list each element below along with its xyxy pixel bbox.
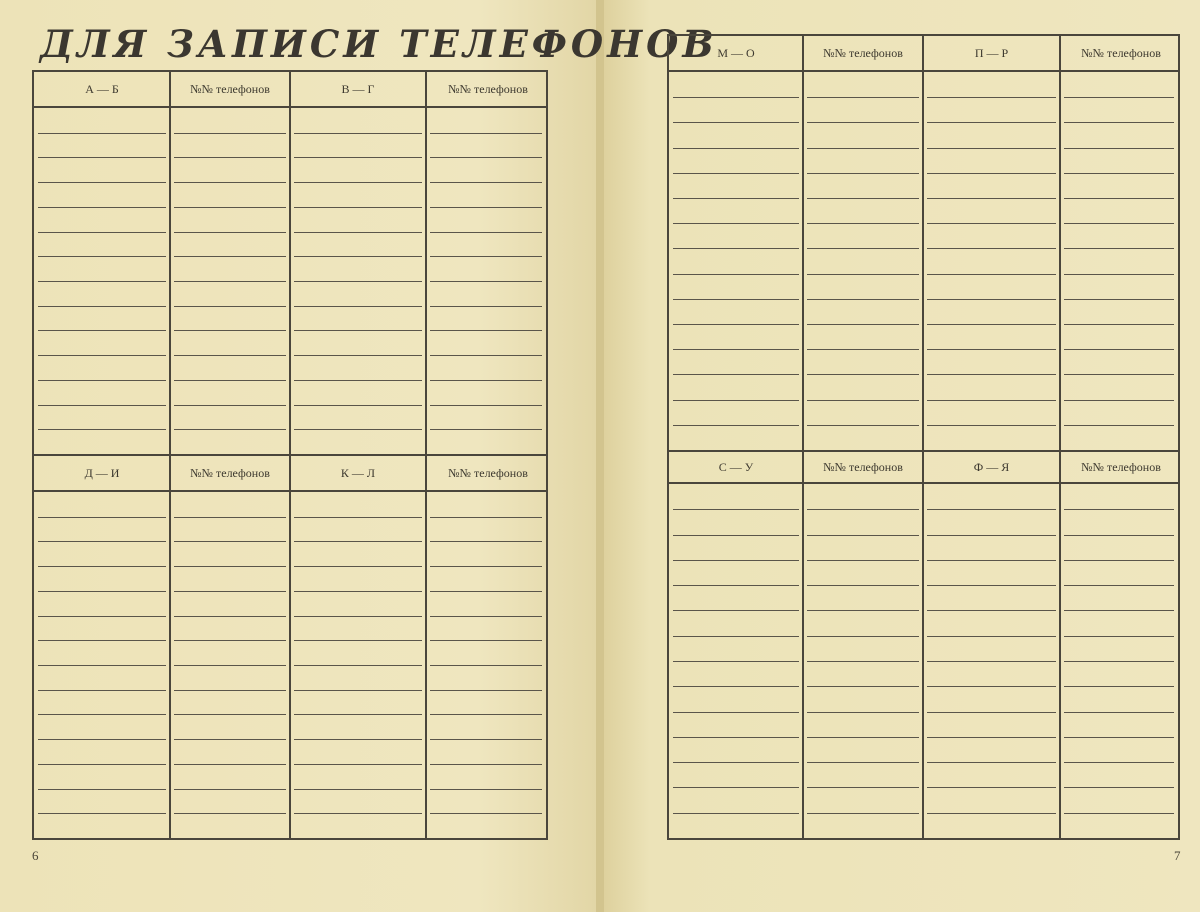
entry-line	[38, 133, 166, 134]
entry-line	[294, 714, 422, 715]
entry-line	[174, 739, 286, 740]
entry-line	[174, 330, 286, 331]
entry-line	[927, 274, 1056, 275]
entry-line	[1064, 97, 1174, 98]
column-divider	[922, 36, 924, 450]
entry-line	[174, 591, 286, 592]
entry-line	[1064, 173, 1174, 174]
entry-line	[174, 256, 286, 257]
entry-line	[294, 281, 422, 282]
entry-line	[430, 739, 542, 740]
entry-line	[673, 813, 799, 814]
entry-line	[673, 762, 799, 763]
entry-line	[807, 585, 919, 586]
entry-line	[927, 324, 1056, 325]
entry-line	[673, 97, 799, 98]
entry-line	[1064, 636, 1174, 637]
column-divider	[802, 452, 804, 838]
entry-line	[174, 281, 286, 282]
letter-range-header: С — У	[718, 459, 754, 474]
entry-line	[807, 762, 919, 763]
entry-line	[673, 712, 799, 713]
entry-line	[927, 97, 1056, 98]
entry-line	[174, 690, 286, 691]
column-divider	[425, 456, 427, 838]
entry-line	[294, 764, 422, 765]
entry-line	[927, 712, 1056, 713]
entry-line	[430, 640, 542, 641]
entry-line	[673, 560, 799, 561]
entry-line	[1064, 737, 1174, 738]
entry-line	[174, 355, 286, 356]
entry-line	[174, 232, 286, 233]
entry-line	[673, 349, 799, 350]
entry-line	[294, 665, 422, 666]
entry-line	[1064, 148, 1174, 149]
entry-line	[1064, 248, 1174, 249]
column-divider	[289, 72, 291, 454]
entry-line	[927, 374, 1056, 375]
entry-line	[38, 517, 166, 518]
entry-line	[1064, 712, 1174, 713]
phone-numbers-header: №№ телефонов	[1081, 45, 1161, 60]
entry-line	[294, 256, 422, 257]
entry-line	[430, 256, 542, 257]
entry-line	[807, 198, 919, 199]
entry-line	[927, 636, 1056, 637]
entry-line	[430, 665, 542, 666]
entry-line	[38, 429, 166, 430]
entry-line	[430, 380, 542, 381]
entry-line	[38, 764, 166, 765]
entry-line	[38, 640, 166, 641]
entry-line	[673, 737, 799, 738]
entry-line	[430, 789, 542, 790]
entry-line	[38, 281, 166, 282]
entry-line	[1064, 762, 1174, 763]
letter-range-header: А — Б	[85, 81, 119, 96]
entry-line	[673, 610, 799, 611]
entry-line	[807, 661, 919, 662]
entry-line	[927, 737, 1056, 738]
entry-line	[174, 764, 286, 765]
entry-line	[927, 762, 1056, 763]
entry-line	[430, 813, 542, 814]
phone-table-d-l-bottom	[32, 454, 548, 840]
column-divider	[802, 36, 804, 450]
entry-line	[38, 665, 166, 666]
entry-line	[927, 787, 1056, 788]
entry-line	[1064, 198, 1174, 199]
entry-line	[807, 636, 919, 637]
entry-line	[927, 148, 1056, 149]
entry-line	[1064, 349, 1174, 350]
entry-line	[294, 207, 422, 208]
entry-line	[807, 173, 919, 174]
entry-line	[927, 173, 1056, 174]
entry-line	[1064, 560, 1174, 561]
entry-line	[927, 535, 1056, 536]
entry-line	[38, 355, 166, 356]
letter-range-header: Д — И	[84, 465, 120, 480]
entry-line	[294, 517, 422, 518]
entry-line	[927, 610, 1056, 611]
entry-line	[807, 787, 919, 788]
entry-line	[430, 591, 542, 592]
page-title: ДЛЯ ЗАПИСИ ТЕЛЕФОНОВ	[40, 22, 718, 66]
entry-line	[430, 232, 542, 233]
phone-numbers-header: №№ телефонов	[448, 465, 528, 480]
entry-line	[673, 223, 799, 224]
entry-line	[673, 299, 799, 300]
entry-line	[38, 789, 166, 790]
entry-line	[673, 400, 799, 401]
entry-line	[1064, 425, 1174, 426]
entry-line	[1064, 787, 1174, 788]
entry-line	[174, 405, 286, 406]
phone-table-s-ya-bottom	[667, 450, 1180, 840]
entry-line	[174, 207, 286, 208]
phone-numbers-header: №№ телефонов	[190, 465, 270, 480]
entry-line	[1064, 400, 1174, 401]
entry-line	[927, 299, 1056, 300]
entry-line	[294, 541, 422, 542]
entry-line	[927, 661, 1056, 662]
entry-line	[294, 640, 422, 641]
entry-line	[807, 349, 919, 350]
entry-line	[673, 122, 799, 123]
column-divider	[1059, 452, 1061, 838]
entry-line	[807, 535, 919, 536]
entry-line	[807, 610, 919, 611]
entry-line	[673, 198, 799, 199]
entry-line	[673, 324, 799, 325]
entry-line	[807, 712, 919, 713]
entry-line	[430, 429, 542, 430]
entry-line	[174, 714, 286, 715]
entry-line	[430, 281, 542, 282]
entry-line	[38, 591, 166, 592]
column-divider	[425, 72, 427, 454]
entry-line	[174, 133, 286, 134]
entry-line	[38, 182, 166, 183]
entry-line	[673, 535, 799, 536]
entry-line	[1064, 686, 1174, 687]
entry-line	[294, 739, 422, 740]
entry-line	[294, 182, 422, 183]
entry-line	[1064, 324, 1174, 325]
entry-line	[673, 661, 799, 662]
column-divider	[1059, 36, 1061, 450]
phone-numbers-header: №№ телефонов	[448, 81, 528, 96]
column-divider	[922, 452, 924, 838]
entry-line	[294, 616, 422, 617]
entry-line	[1064, 585, 1174, 586]
entry-line	[294, 690, 422, 691]
entry-line	[673, 686, 799, 687]
entry-line	[174, 616, 286, 617]
phone-table-a-l-top	[32, 70, 548, 456]
entry-line	[927, 585, 1056, 586]
entry-line	[927, 349, 1056, 350]
entry-line	[1064, 813, 1174, 814]
entry-line	[927, 122, 1056, 123]
entry-line	[38, 256, 166, 257]
entry-line	[38, 566, 166, 567]
entry-line	[430, 541, 542, 542]
entry-line	[927, 198, 1056, 199]
entry-line	[430, 157, 542, 158]
entry-line	[174, 789, 286, 790]
entry-line	[927, 425, 1056, 426]
entry-line	[807, 223, 919, 224]
entry-line	[673, 173, 799, 174]
entry-line	[1064, 122, 1174, 123]
entry-line	[294, 380, 422, 381]
entry-line	[430, 355, 542, 356]
entry-line	[807, 813, 919, 814]
entry-line	[38, 380, 166, 381]
entry-line	[294, 813, 422, 814]
entry-line	[38, 739, 166, 740]
entry-line	[174, 182, 286, 183]
entry-line	[430, 207, 542, 208]
entry-line	[430, 133, 542, 134]
entry-line	[174, 640, 286, 641]
letter-range-header: К — Л	[340, 465, 376, 480]
entry-line	[294, 789, 422, 790]
entry-line	[430, 517, 542, 518]
column-divider	[289, 456, 291, 838]
entry-line	[673, 636, 799, 637]
entry-line	[174, 813, 286, 814]
entry-line	[1064, 661, 1174, 662]
column-divider	[169, 72, 171, 454]
entry-line	[38, 616, 166, 617]
letter-range-header: Ф — Я	[973, 459, 1010, 474]
phone-table-m-r-top	[667, 34, 1180, 452]
entry-line	[294, 566, 422, 567]
entry-line	[430, 616, 542, 617]
phone-numbers-header: №№ телефонов	[823, 459, 903, 474]
entry-line	[430, 714, 542, 715]
entry-line	[927, 686, 1056, 687]
entry-line	[38, 690, 166, 691]
entry-line	[673, 274, 799, 275]
page-number-left: 6	[32, 848, 39, 863]
entry-line	[807, 324, 919, 325]
entry-line	[673, 787, 799, 788]
entry-line	[807, 122, 919, 123]
entry-line	[294, 355, 422, 356]
entry-line	[1064, 374, 1174, 375]
entry-line	[174, 429, 286, 430]
entry-line	[294, 157, 422, 158]
entry-line	[807, 299, 919, 300]
entry-line	[673, 248, 799, 249]
entry-line	[294, 591, 422, 592]
entry-line	[430, 182, 542, 183]
letter-range-header: В — Г	[341, 81, 375, 96]
entry-line	[1064, 223, 1174, 224]
entry-line	[927, 509, 1056, 510]
column-divider	[169, 456, 171, 838]
entry-line	[1064, 274, 1174, 275]
entry-line	[673, 374, 799, 375]
letter-range-header: М — О	[717, 45, 755, 60]
entry-line	[430, 690, 542, 691]
entry-line	[1064, 610, 1174, 611]
entry-line	[174, 157, 286, 158]
entry-line	[294, 405, 422, 406]
entry-line	[1064, 299, 1174, 300]
entry-line	[38, 207, 166, 208]
entry-line	[174, 380, 286, 381]
entry-line	[807, 148, 919, 149]
entry-line	[807, 686, 919, 687]
entry-line	[927, 400, 1056, 401]
entry-line	[430, 306, 542, 307]
entry-line	[1064, 535, 1174, 536]
entry-line	[673, 509, 799, 510]
entry-line	[673, 585, 799, 586]
entry-line	[807, 560, 919, 561]
entry-line	[927, 560, 1056, 561]
entry-line	[38, 157, 166, 158]
entry-line	[927, 813, 1056, 814]
entry-line	[38, 714, 166, 715]
entry-line	[174, 665, 286, 666]
entry-line	[38, 306, 166, 307]
phone-numbers-header: №№ телефонов	[1081, 459, 1161, 474]
entry-line	[174, 306, 286, 307]
entry-line	[430, 330, 542, 331]
entry-line	[294, 133, 422, 134]
entry-line	[807, 274, 919, 275]
entry-line	[38, 541, 166, 542]
entry-line	[38, 813, 166, 814]
entry-line	[430, 764, 542, 765]
entry-line	[807, 248, 919, 249]
entry-line	[38, 232, 166, 233]
letter-range-header: П — Р	[974, 45, 1009, 60]
entry-line	[927, 223, 1056, 224]
entry-line	[807, 425, 919, 426]
page-number-right: 7	[1174, 848, 1181, 863]
phone-numbers-header: №№ телефонов	[190, 81, 270, 96]
entry-line	[174, 517, 286, 518]
entry-line	[38, 330, 166, 331]
entry-line	[430, 566, 542, 567]
entry-line	[294, 232, 422, 233]
entry-line	[927, 248, 1056, 249]
book-gutter	[596, 0, 604, 912]
entry-line	[807, 509, 919, 510]
entry-line	[174, 566, 286, 567]
entry-line	[38, 405, 166, 406]
entry-line	[673, 425, 799, 426]
entry-line	[807, 400, 919, 401]
entry-line	[807, 374, 919, 375]
entry-line	[1064, 509, 1174, 510]
entry-line	[430, 405, 542, 406]
phone-numbers-header: №№ телефонов	[823, 45, 903, 60]
entry-line	[294, 306, 422, 307]
entry-line	[294, 330, 422, 331]
entry-line	[294, 429, 422, 430]
entry-line	[174, 541, 286, 542]
entry-line	[673, 148, 799, 149]
entry-line	[807, 97, 919, 98]
entry-line	[807, 737, 919, 738]
